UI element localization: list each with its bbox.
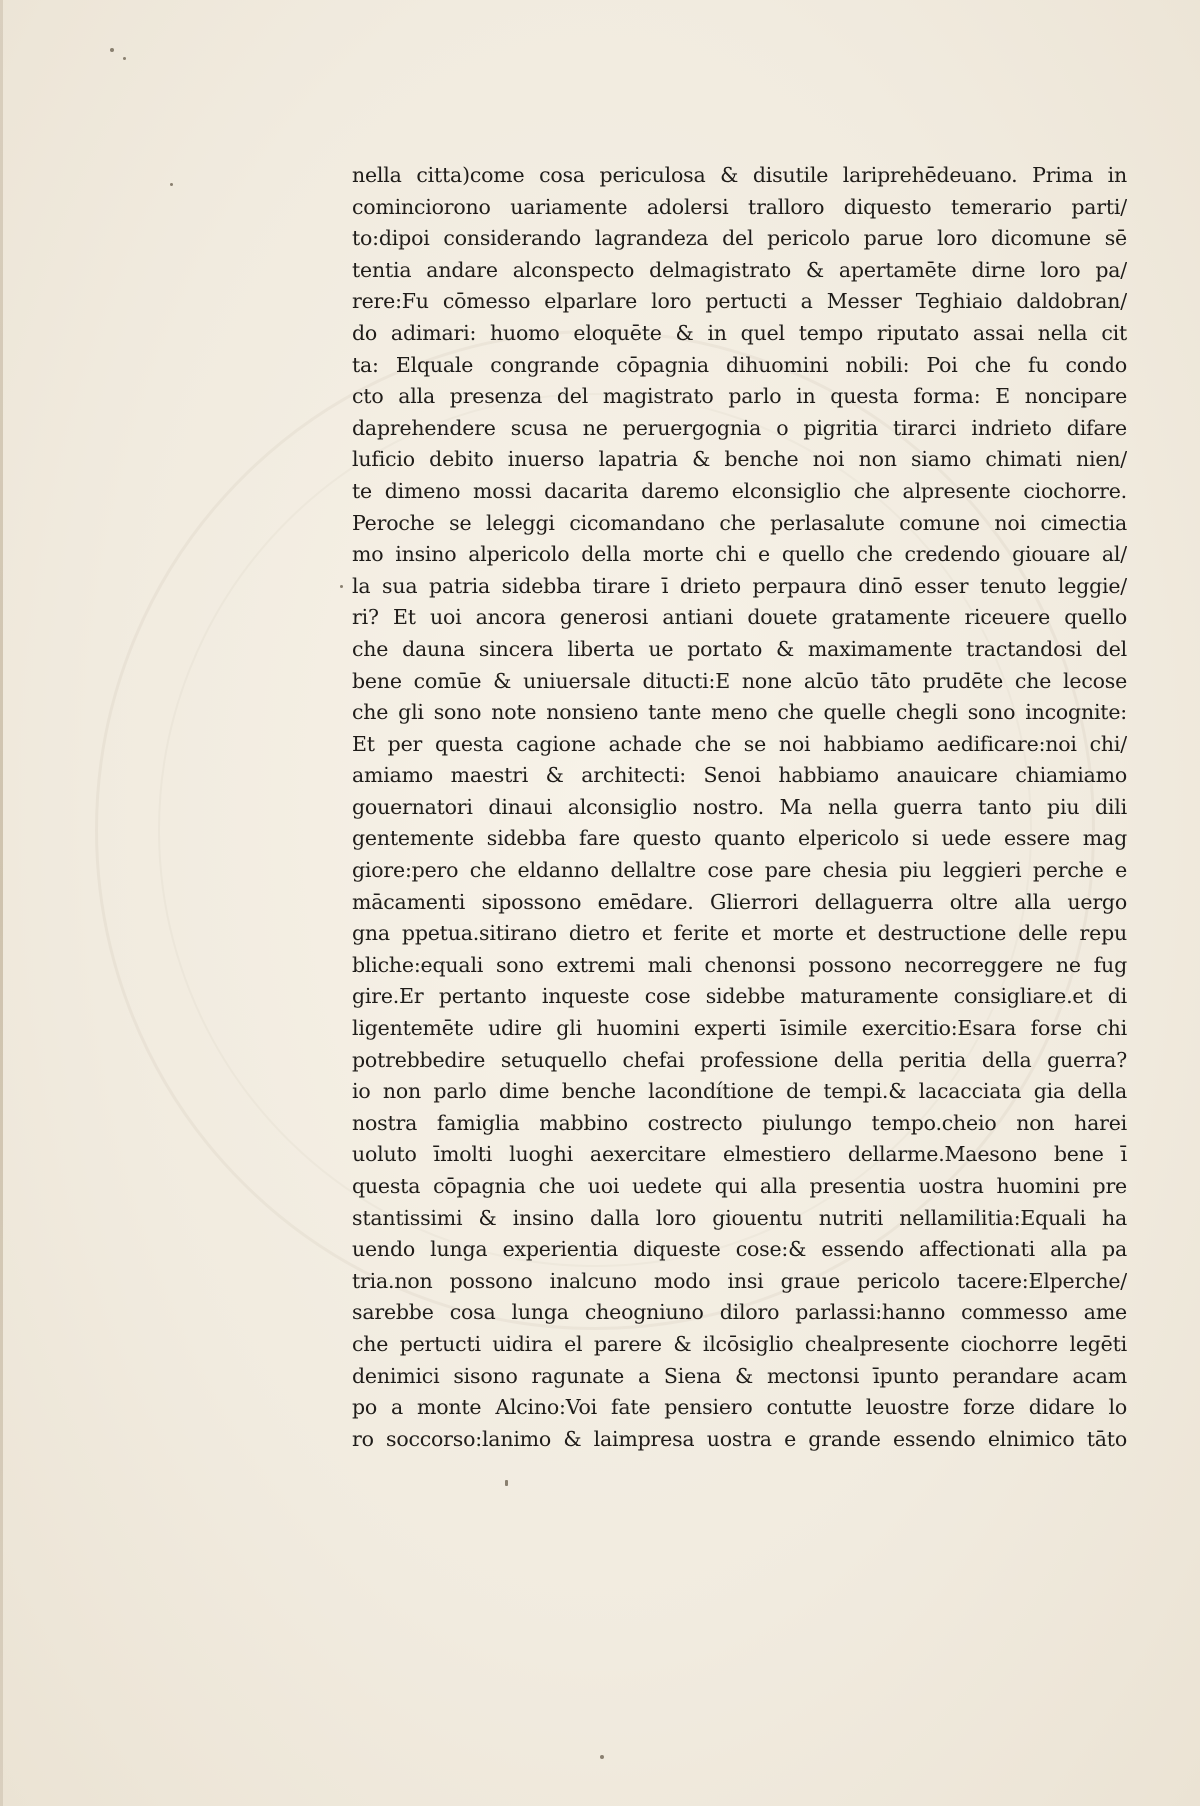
text-line: luficio debito inuerso lapatria & benche noi non siamo chimati nien/ [352, 447, 1127, 472]
text-line: ro soccorso:lanimo & laimpresa uostra e grande essendo elnimico tāto [352, 1426, 1127, 1451]
text-line: gna ppetua.sitirano dietro et ferite et morte et destructione delle repu [352, 921, 1127, 946]
text-line: amiamo maestri & architecti: Senoi habbiamo anauicare chiamiamo [352, 763, 1127, 788]
text-line: sarebbe cosa lunga cheogniuno diloro parlassi:hanno commesso ame [352, 1300, 1127, 1325]
text-line: te dimeno mossi dacarita daremo elconsiglio che alpresente ciochorre. [352, 478, 1127, 503]
text-line: gouernatori dinaui alconsiglio nostro. Ma nella guerra tanto piu dili [352, 794, 1127, 819]
paper-speck [340, 585, 343, 588]
text-line: uendo lunga experientia diqueste cose:& essendo affectionati alla pa [352, 1237, 1127, 1262]
text-line: cto alla presenza del magistrato parlo in questa forma: E noncipare [352, 384, 1127, 409]
text-line: che gli sono note nonsieno tante meno che quelle chegli sono incognite: [352, 700, 1127, 725]
text-line: bene comūe & uniuersale ditucti:E none alcūo tāto prudēte che lecose [352, 668, 1127, 693]
paper-speck [600, 1755, 604, 1759]
text-line: Peroche se leleggi cicomandano che perlasalute comune noi cimectia [352, 510, 1127, 535]
text-line: po a monte Alcino:Voi fate pensiero contutte leuostre forze didare lo [352, 1395, 1127, 1420]
text-line: ta: Elquale congrande cōpagnia dihuomini nobili: Poi che fu condo [352, 352, 1127, 377]
text-line: cominciorono uariamente adolersi tralloro diquesto temerario parti/ [352, 194, 1127, 219]
text-line: to:dipoi considerando lagrandeza del pericolo parue loro dicomune sē [352, 226, 1127, 251]
text-line: stantissimi & insino dalla loro giouentu nutriti nellamilitia:Equali ha [352, 1205, 1127, 1230]
text-line: io non parlo dime benche lacondítione de tempi.& lacacciata gia della [352, 1079, 1127, 1104]
page-edge [0, 0, 3, 1806]
text-line: la sua patria sidebba tirare ī drieto perpaura dinō esser tenuto leggie/ [352, 573, 1127, 598]
text-line: potrebbedire setuquello chefai professione della peritia della guerra? [352, 1047, 1127, 1072]
text-line: ligentemēte udire gli huomini experti īsimile exercitio:Esara forse chi [352, 1016, 1127, 1041]
paper-speck [123, 57, 126, 60]
text-line: tria.non possono inalcuno modo insi graue pericolo tacere:Elperche/ [352, 1268, 1127, 1293]
text-line: mo insino alpericolo della morte chi e quello che credendo giouare al/ [352, 542, 1127, 567]
text-column [352, 160, 1127, 1455]
text-line: Et per questa cagione achade che se noi habbiamo aedificare:noi chi/ [352, 731, 1127, 756]
paper-speck [505, 1480, 508, 1486]
text-line: bliche:equali sono extremi mali chenonsi possono necorreggere ne fug [352, 952, 1127, 977]
text-line: ri? Et uoi ancora generosi antiani douete gratamente riceuere quello [352, 605, 1127, 630]
text-line: uoluto īmolti luoghi aexercitare elmestiero dellarme.Maesono bene ī [352, 1142, 1127, 1167]
text-line: nostra famiglia mabbino costrecto piulungo tempo.cheio non harei [352, 1110, 1127, 1135]
text-line: che dauna sincera liberta ue portato & maximamente tractandosi del [352, 636, 1127, 661]
paper-speck [110, 48, 114, 52]
text-line: rere:Fu cōmesso elparlare loro pertucti a Messer Teghiaio daldobran/ [352, 289, 1127, 314]
text-line: nella citta)come cosa periculosa & disutile lariprehēdeuano. Prima in [352, 163, 1127, 187]
text-line: gire.Er pertanto inqueste cose sidebbe maturamente consigliare.et di [352, 984, 1127, 1009]
text-line: tentia andare alconspecto delmagistrato & apertamēte dirne loro pa/ [352, 257, 1127, 282]
text-line: mācamenti sipossono emēdare. Glierrori dellaguerra oltre alla uergo [352, 889, 1127, 914]
text-line: denimici sisono ragunate a Siena & mectonsi īpunto perandare acam [352, 1363, 1127, 1388]
text-line: do adimari: huomo eloquēte & in quel tempo riputato assai nella cit [352, 320, 1127, 345]
text-line: che pertucti uidira el parere & ilcōsiglio chealpresente ciochorre legēti [352, 1331, 1127, 1356]
text-line: daprehendere scusa ne peruergognia o pigritia tirarci indrieto difare [352, 415, 1127, 440]
text-line: questa cōpagnia che uoi uedete qui alla presentia uostra huomini pre [352, 1174, 1127, 1198]
paper-speck [170, 183, 173, 186]
text-line: giore:pero che eldanno dellaltre cose pare chesia piu leggieri perche e [352, 858, 1127, 883]
text-line: gentemente sidebba fare questo quanto elpericolo si uede essere mag [352, 826, 1127, 851]
